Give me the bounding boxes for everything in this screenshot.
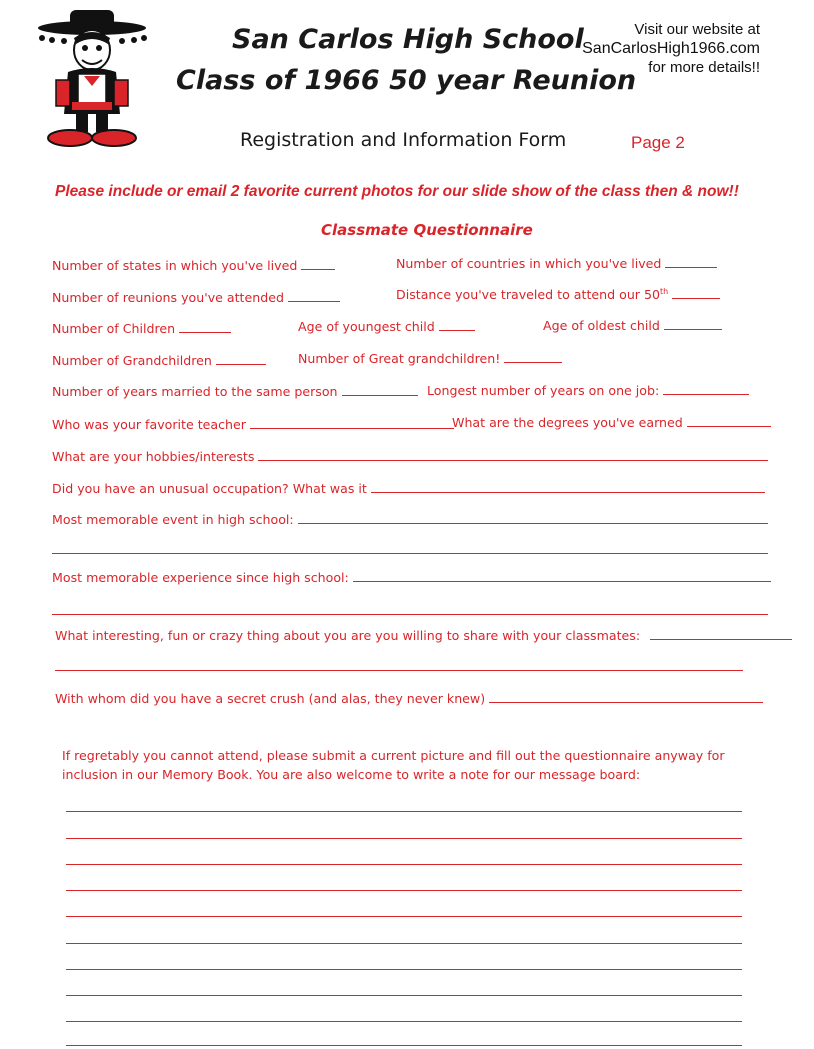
occupation-label: Did you have an unusual occupation? What was it xyxy=(52,481,367,496)
distance-label: Distance you've traveled to attend our 50th xyxy=(396,286,669,302)
experience-since-line-2[interactable] xyxy=(52,614,768,615)
message-line-1[interactable] xyxy=(66,811,742,812)
grandchildren-blank[interactable] xyxy=(216,363,266,365)
job-question xyxy=(427,383,749,398)
married-question xyxy=(52,384,418,399)
reunions-blank[interactable] xyxy=(288,300,340,302)
event-hs-line-2[interactable] xyxy=(52,553,768,554)
countries-question xyxy=(396,256,717,271)
message-line-5[interactable] xyxy=(66,916,742,917)
oldest-label: Age of oldest child xyxy=(543,318,660,333)
website-url[interactable]: SanCarlosHigh1966.com xyxy=(582,40,760,57)
hobbies-blank[interactable] xyxy=(258,459,768,461)
memory-book-note: If regretably you cannot attend, please submit a current picture and fill out the questionnaire anyway for inclusion in our Memory Book. You are also welcome to write a note for our message board: xyxy=(62,748,725,782)
youngest-question xyxy=(298,319,475,334)
states-label: Number of states in which you've lived xyxy=(52,258,298,273)
distance-question xyxy=(396,287,720,302)
teacher-label: Who was your favorite teacher xyxy=(52,417,246,432)
states-blank[interactable] xyxy=(301,268,335,270)
youngest-blank[interactable] xyxy=(439,329,475,331)
great-grandchildren-question xyxy=(298,351,562,366)
countries-blank[interactable] xyxy=(665,266,717,268)
oldest-question xyxy=(543,318,722,333)
school-name: San Carlos High School xyxy=(232,24,584,55)
children-label: Number of Children xyxy=(52,321,176,336)
experience-since-blank[interactable] xyxy=(353,580,771,582)
hobbies-label: What are your hobbies/interests xyxy=(52,449,255,464)
youngest-label: Age of youngest child xyxy=(298,319,435,334)
website-line-1: Visit our website at xyxy=(634,21,760,38)
share-line-2[interactable] xyxy=(55,670,743,671)
share-question xyxy=(55,628,792,643)
event-hs-label: Most memorable event in high school: xyxy=(52,512,294,527)
photo-banner: Please include or email 2 favorite current photos for our slide show of the class then & now!! xyxy=(55,183,739,200)
crush-label: With whom did you have a secret crush (and alas, they never knew) xyxy=(55,691,486,706)
mascot-icon xyxy=(34,6,154,150)
children-question xyxy=(52,321,231,336)
hobbies-question xyxy=(52,449,768,464)
form-title: Registration and Information Form xyxy=(240,129,567,151)
event-hs-blank[interactable] xyxy=(298,522,768,524)
countries-label: Number of countries in which you've lived xyxy=(396,256,662,271)
occupation-blank[interactable] xyxy=(371,491,765,493)
reunion-title: Class of 1966 50 year Reunion xyxy=(176,65,637,96)
grandchildren-question xyxy=(52,353,266,368)
message-line-7[interactable] xyxy=(66,969,742,970)
message-line-8[interactable] xyxy=(66,995,742,996)
message-line-3[interactable] xyxy=(66,864,742,865)
married-label: Number of years married to the same person xyxy=(52,384,338,399)
experience-since-label: Most memorable experience since high school: xyxy=(52,570,349,585)
degrees-blank[interactable] xyxy=(687,425,771,427)
degrees-label: What are the degrees you've earned xyxy=(452,415,683,430)
message-line-6[interactable] xyxy=(66,943,742,944)
share-blank[interactable] xyxy=(650,638,792,640)
experience-since-question xyxy=(52,570,771,585)
message-line-2[interactable] xyxy=(66,838,742,839)
degrees-question xyxy=(452,415,771,430)
oldest-blank[interactable] xyxy=(664,328,722,330)
share-label: What interesting, fun or crazy thing about you are you willing to share with your classmates: xyxy=(55,628,641,643)
message-line-9[interactable] xyxy=(66,1021,742,1022)
married-blank[interactable] xyxy=(342,394,418,396)
distance-blank[interactable] xyxy=(672,297,720,299)
job-blank[interactable] xyxy=(663,393,749,395)
children-blank[interactable] xyxy=(179,331,231,333)
grandchildren-label: Number of Grandchildren xyxy=(52,353,212,368)
message-line-10[interactable] xyxy=(66,1045,742,1046)
crush-blank[interactable] xyxy=(489,701,763,703)
job-label: Longest number of years on one job: xyxy=(427,383,660,398)
questionnaire-title: Classmate Questionnaire xyxy=(321,221,533,239)
page-label: Page 2 xyxy=(631,133,685,152)
reunions-label: Number of reunions you've attended xyxy=(52,290,284,305)
great-grandchildren-label: Number of Great grandchildren! xyxy=(298,351,501,366)
event-hs-question xyxy=(52,512,768,527)
teacher-blank[interactable] xyxy=(250,427,454,429)
teacher-question xyxy=(52,417,454,432)
website-line-3: for more details!! xyxy=(648,59,760,76)
states-question xyxy=(52,258,335,273)
crush-question xyxy=(55,691,763,706)
occupation-question xyxy=(52,481,765,496)
great-grandchildren-blank[interactable] xyxy=(504,361,562,363)
message-line-4[interactable] xyxy=(66,890,742,891)
reunions-question xyxy=(52,290,340,305)
website-note xyxy=(580,20,760,77)
